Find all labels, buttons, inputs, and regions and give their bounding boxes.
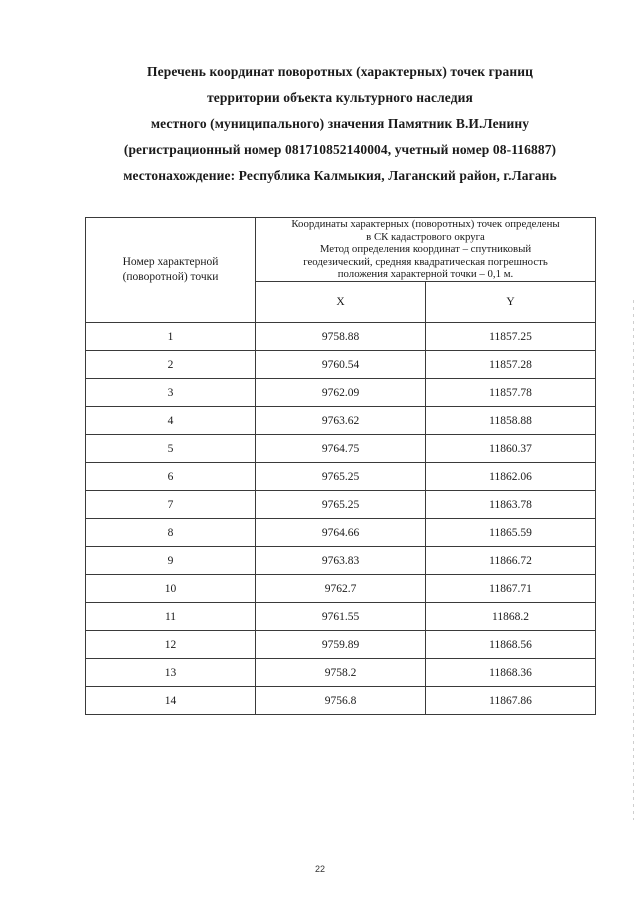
table-row (86, 435, 596, 463)
y-coordinate-cell: 11858.88 (426, 407, 596, 435)
point-number-header-line: Номер характерной (122, 256, 219, 268)
title-line: местонахождение: Республика Калмыкия, Лаганский район, г.Лагань (123, 168, 557, 183)
coordinates-header-line: Координаты характерных (поворотных) точек определены (291, 218, 560, 231)
table-row (86, 575, 596, 603)
x-coordinate-cell: 9764.66 (256, 519, 426, 547)
table-row (86, 631, 596, 659)
title-line: территории объекта культурного наследия (207, 90, 473, 105)
point-number-cell: 5 (86, 435, 256, 463)
table-row (86, 463, 596, 491)
x-coordinate-cell: 9762.7 (256, 575, 426, 603)
title-line: Перечень координат поворотных (характерных) точек границ (147, 64, 533, 79)
point-number-cell: 4 (86, 407, 256, 435)
title-line: местного (муниципального) значения Памятник В.И.Ленину (150, 116, 530, 131)
y-coordinate-cell: 11857.25 (426, 323, 596, 351)
y-coordinate-cell: 11857.78 (426, 379, 596, 407)
y-coordinate-cell: 11868.56 (426, 631, 596, 659)
point-number-header (86, 218, 256, 323)
point-number-cell: 1 (86, 323, 256, 351)
point-number-cell: 11 (86, 603, 256, 631)
x-coordinate-cell: 9759.89 (256, 631, 426, 659)
point-number-header-line: (поворотной) точки (122, 271, 219, 283)
scan-edge-artifact (633, 300, 634, 820)
point-number-cell: 13 (86, 659, 256, 687)
x-coordinate-cell: 9758.2 (256, 659, 426, 687)
y-coordinate-cell: 11867.71 (426, 575, 596, 603)
table-row (86, 659, 596, 687)
y-coordinate-cell: 11857.28 (426, 351, 596, 379)
coordinates-table (85, 217, 596, 715)
point-number-cell: 6 (86, 463, 256, 491)
point-number-cell: 8 (86, 519, 256, 547)
table-row (86, 491, 596, 519)
document-title (90, 59, 590, 189)
table-header-row (86, 218, 596, 282)
table-row (86, 379, 596, 407)
y-coordinate-cell: 11860.37 (426, 435, 596, 463)
x-coordinate-cell: 9761.55 (256, 603, 426, 631)
coordinates-header-line: в СК кадастрового округа (366, 230, 485, 243)
x-coordinate-cell: 9758.88 (256, 323, 426, 351)
point-number-cell: 14 (86, 687, 256, 715)
y-column-header: Y (426, 282, 596, 323)
coordinates-header-line: геодезический, средняя квадратическая погрешность (303, 255, 548, 268)
title-line: (регистрационный номер 081710852140004, учетный номер 08-116887) (123, 142, 557, 157)
y-coordinate-cell: 11862.06 (426, 463, 596, 491)
y-coordinate-cell: 11863.78 (426, 491, 596, 519)
point-number-cell: 2 (86, 351, 256, 379)
y-coordinate-cell: 11867.86 (426, 687, 596, 715)
x-coordinate-cell: 9762.09 (256, 379, 426, 407)
x-coordinate-cell: 9763.83 (256, 547, 426, 575)
x-coordinate-cell: 9760.54 (256, 351, 426, 379)
y-coordinate-cell: 11868.36 (426, 659, 596, 687)
point-number-cell: 9 (86, 547, 256, 575)
point-number-cell: 7 (86, 491, 256, 519)
x-coordinate-cell: 9763.62 (256, 407, 426, 435)
table-body (86, 218, 596, 715)
point-number-cell: 12 (86, 631, 256, 659)
x-coordinate-cell: 9756.8 (256, 687, 426, 715)
table-row (86, 351, 596, 379)
x-coordinate-cell: 9765.25 (256, 491, 426, 519)
coordinates-header-line: Метод определения координат – спутниковый (319, 243, 532, 256)
table-row (86, 519, 596, 547)
table-row (86, 407, 596, 435)
page-number: 22 (314, 864, 325, 874)
table-row (86, 547, 596, 575)
table-row (86, 603, 596, 631)
point-number-cell: 10 (86, 575, 256, 603)
y-coordinate-cell: 11868.2 (426, 603, 596, 631)
x-column-header: X (256, 282, 426, 323)
table-row (86, 323, 596, 351)
table-row (86, 687, 596, 715)
x-coordinate-cell: 9765.25 (256, 463, 426, 491)
coordinates-header (256, 218, 596, 282)
x-coordinate-cell: 9764.75 (256, 435, 426, 463)
point-number-cell: 3 (86, 379, 256, 407)
coordinates-header-line: положения характерной точки – 0,1 м. (337, 268, 514, 281)
y-coordinate-cell: 11865.59 (426, 519, 596, 547)
y-coordinate-cell: 11866.72 (426, 547, 596, 575)
